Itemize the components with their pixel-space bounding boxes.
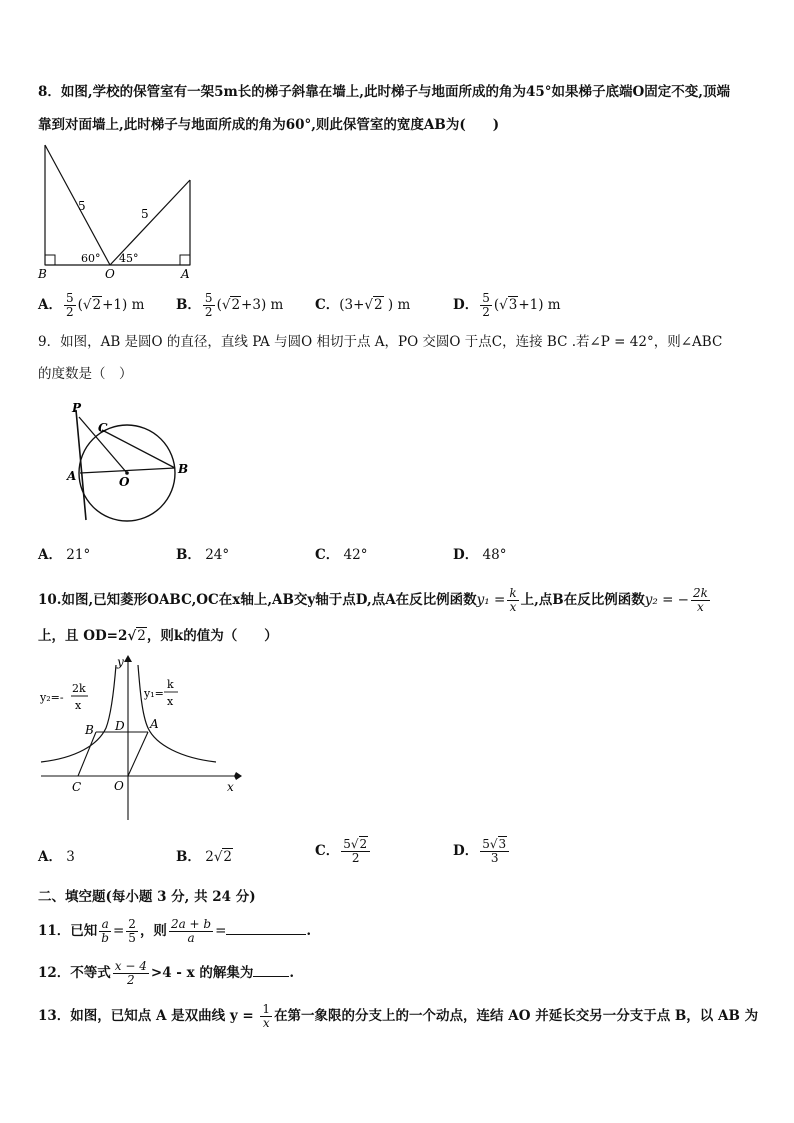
q8-text-line1: 8．如图,学校的保管室有一架5m长的梯子斜靠在墙上,此时梯子与地面所成的角为45°如果梯子底端O固定不变,顶端 xyxy=(38,84,730,100)
q8-point-O: O xyxy=(105,267,115,280)
q10-option-c[interactable]: C． $\frac{5√2}{2}$ xyxy=(315,838,372,865)
q13-text: 13．如图，已知点 A 是双曲线 y = $\frac{1}{x}$ 在第一象限的分支上的一个动点，连结 AO 并延长交另一分支于点 B，以 AB 为 xyxy=(38,1002,759,1030)
q9-figure xyxy=(62,400,197,525)
q8-figure xyxy=(35,140,205,280)
q9-point-P: P xyxy=(72,401,82,415)
q10-axis-x: x xyxy=(227,780,234,794)
q10-text-line1: 10.如图,已知菱形OABC,OC在x轴上,AB交y轴于点D,点A在反比例函数y₁ = $\frac{k}{x}$ 上,点B在反比例函数y₂ = − $\frac{2k}{x}$ xyxy=(38,586,708,614)
q10-point-A: A xyxy=(150,717,159,731)
q10-fig-y1-num: k xyxy=(167,678,174,691)
q8-angle-60: 60° xyxy=(81,252,101,265)
q10-point-B: B xyxy=(85,723,94,737)
q10-option-d[interactable]: D． $\frac{5√3}{3}$ xyxy=(453,838,511,865)
q9-option-a[interactable]: A． 21° xyxy=(38,547,91,563)
q12-answer-blank[interactable] xyxy=(253,964,289,977)
q9-option-c[interactable]: C． 42° xyxy=(315,547,368,563)
section2-title: 二、填空题(每小题 3 分, 共 24 分) xyxy=(38,889,256,905)
q12-text: 12．不等式 $\frac{x - 4}{2}$ >4 - x 的解集为 . xyxy=(38,959,295,987)
q9-point-B: B xyxy=(178,462,189,476)
q8-option-a[interactable]: A． $\frac{5}{2}$ (√2+1) m xyxy=(38,291,145,319)
q10-point-C: C xyxy=(72,780,82,794)
q11-answer-blank[interactable] xyxy=(226,922,306,935)
q9-text-line1: 9．如图，AB 是圆O 的直径，直线 PA 与圆O 相切于点 A，PO 交圆O 于点C，连接 BC .若∠P = 42°，则∠ABC xyxy=(38,334,723,350)
q9-text-line2: 的度数是（ ） xyxy=(38,366,133,382)
q10-text-line2: 上，且 OD=2√2，则k的值为（ ） xyxy=(38,628,278,644)
q10-fig-y2-label: y₂=- xyxy=(40,691,64,704)
q8-text-line2: 靠到对面墙上,此时梯子与地面所成的角为60°,则此保管室的宽度AB为( ) xyxy=(38,117,500,133)
q9-point-C: C xyxy=(98,421,108,435)
q10-fig-y1-den: x xyxy=(167,695,174,708)
q9-point-O: O xyxy=(119,475,130,489)
q8-option-b[interactable]: B． $\frac{5}{2}$ (√2+3) m xyxy=(176,291,284,319)
q10-point-D: D xyxy=(115,719,125,733)
q10-option-b[interactable]: B． 2√2 xyxy=(176,849,233,865)
q8-right-length: 5 xyxy=(141,207,149,221)
q10-figure xyxy=(36,650,246,825)
q8-point-A: A xyxy=(181,267,190,280)
q10-option-a[interactable]: A． 3 xyxy=(38,849,75,865)
q10-fig-y2-den: x xyxy=(75,699,82,712)
q10-fig-y1-label: y₁= xyxy=(144,687,164,700)
q10-fig-y2-num: 2k xyxy=(72,682,86,695)
q9-point-A: A xyxy=(67,469,77,483)
q8-point-B: B xyxy=(38,267,47,280)
q9-option-b[interactable]: B． 24° xyxy=(176,547,230,563)
q10-axis-y: y xyxy=(117,655,124,669)
q8-left-length: 5 xyxy=(78,199,86,213)
q8-option-d[interactable]: D． $\frac{5}{2}$ (√3+1) m xyxy=(453,291,561,319)
q8-option-c[interactable]: C．(3+√2 ) m xyxy=(315,297,411,313)
q10-point-O: O xyxy=(114,779,124,793)
q8-angle-45: 45° xyxy=(119,252,139,265)
q11-text: 11．已知 $\frac{a}{b}$ = $\frac{2}{5}$ ，则 $\frac{2a + b}{a}$ = . xyxy=(38,917,312,945)
q9-option-d[interactable]: D． 48° xyxy=(453,547,507,563)
